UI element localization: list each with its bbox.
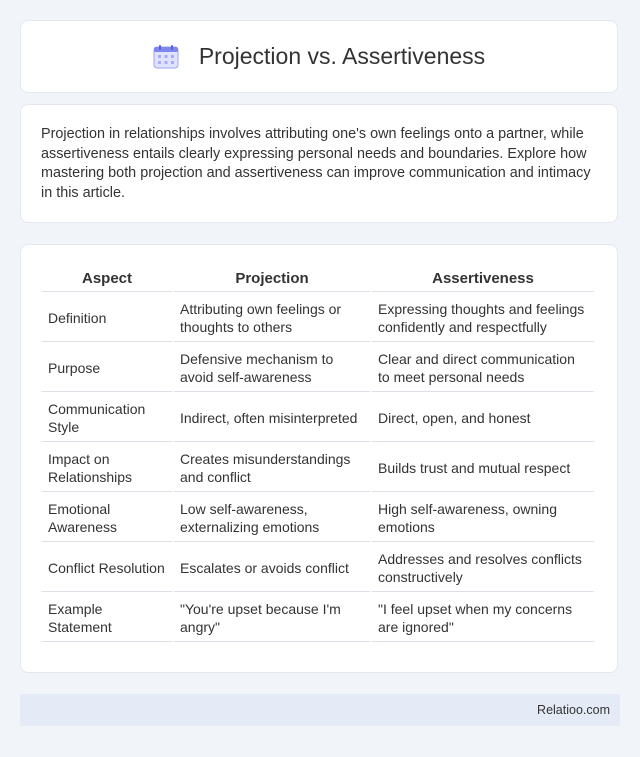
projection-cell: Defensive mechanism to avoid self-awareness	[174, 344, 370, 392]
assertiveness-cell: Direct, open, and honest	[372, 394, 594, 442]
comparison-table	[40, 263, 596, 644]
projection-cell: Creates misunderstandings and conflict	[174, 444, 370, 492]
header-assertiveness: Assertiveness	[372, 265, 594, 292]
assertiveness-cell: Expressing thoughts and feelings confidently and respectfully	[372, 294, 594, 342]
table-row	[42, 544, 594, 592]
assertiveness-cell: Builds trust and mutual respect	[372, 444, 594, 492]
aspect-cell: Communication Style	[42, 394, 172, 442]
assertiveness-cell: Clear and direct communication to meet personal needs	[372, 344, 594, 392]
projection-cell: Indirect, often misinterpreted	[174, 394, 370, 442]
projection-cell: "You're upset because I'm angry"	[174, 594, 370, 642]
intro-card	[20, 104, 618, 223]
title-card	[20, 20, 618, 93]
header-aspect: Aspect	[42, 265, 172, 292]
projection-cell: Low self-awareness, externalizing emotions	[174, 494, 370, 542]
aspect-cell: Emotional Awareness	[42, 494, 172, 542]
table-row	[42, 494, 594, 542]
table-row	[42, 594, 594, 642]
page-title: Projection vs. Assertiveness	[198, 43, 486, 69]
comparison-card	[20, 244, 618, 673]
table-row	[42, 344, 594, 392]
projection-cell: Escalates or avoids conflict	[174, 544, 370, 592]
assertiveness-cell: "I feel upset when my concerns are ignored"	[372, 594, 594, 642]
table-row	[42, 394, 594, 442]
calendar-icon	[153, 45, 179, 69]
aspect-cell: Example Statement	[42, 594, 172, 642]
header-projection: Projection	[174, 265, 370, 292]
table-header-row	[42, 265, 594, 292]
aspect-cell: Definition	[42, 294, 172, 342]
aspect-cell: Impact on Relationships	[42, 444, 172, 492]
footer-bar	[20, 694, 620, 726]
projection-cell: Attributing own feelings or thoughts to others	[174, 294, 370, 342]
table-row	[42, 294, 594, 342]
title-wrap	[153, 43, 485, 70]
aspect-cell: Conflict Resolution	[42, 544, 172, 592]
table-row	[42, 444, 594, 492]
aspect-cell: Purpose	[42, 344, 172, 392]
assertiveness-cell: High self-awareness, owning emotions	[372, 494, 594, 542]
intro-text: Projection in relationships involves attributing one's own feelings onto a partner, while assertiveness entails clearly expressing personal needs and boundaries. Explore how mastering both projection and assertiveness can improve communication and intimacy in this article.	[41, 126, 591, 201]
assertiveness-cell: Addresses and resolves conflicts constructively	[372, 544, 594, 592]
footer-brand[interactable]: Relatioo.com	[537, 703, 610, 717]
